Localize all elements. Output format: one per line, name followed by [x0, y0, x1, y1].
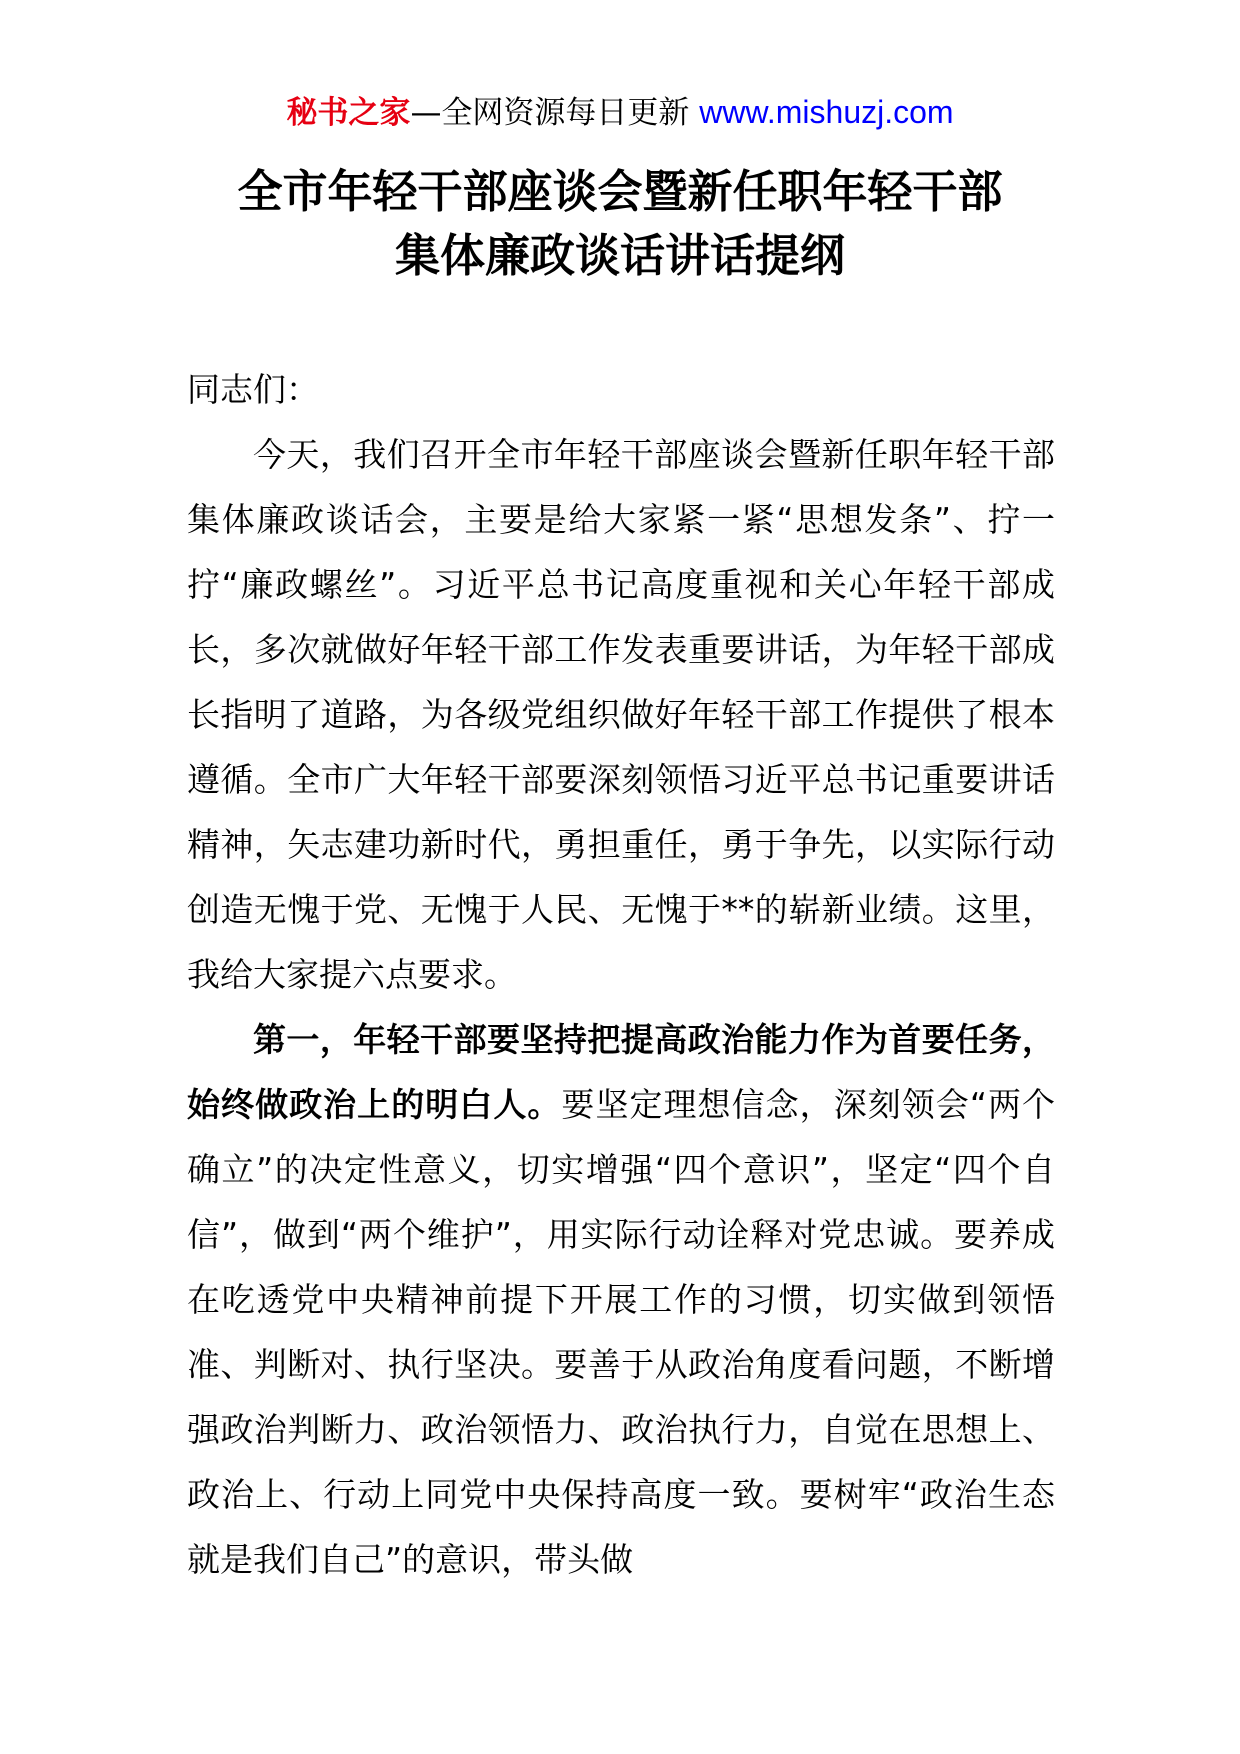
title-line-2: 集体廉政谈话讲话提纲: [394, 229, 845, 282]
title-line-1: 全市年轻干部座谈会暨新任职年轻干部: [237, 165, 1003, 218]
brand-name: 秘书之家: [286, 95, 411, 131]
salutation: 同志们：: [187, 370, 319, 409]
paragraph-intro: 今天，我们召开全市年轻干部座谈会暨新任职年轻干部集体廉政谈话会，主要是给大家紧一紧“思想发条”、拧一拧“廉政螺丝”。习近平总书记高度重视和关心年轻干部成长，多次就做好年轻干部工作发表重要讲话，为年轻干部成长指明了道路，为各级党组织做好年轻干部工作提供了根本遵循。全市广大年轻干部要深刻领悟习近平总书记重要讲话精神，矢志建功新时代，勇担重任，勇于争先，以实际行动创造无愧于党、无愧于人民、无愧于**的崭新业绩。这里，我给大家提六点要求。: [187, 435, 1055, 994]
site-url-link[interactable]: www.mishuzj.com: [699, 94, 954, 130]
site-header: [0, 88, 1240, 137]
paragraph-first-requirement: [187, 1007, 1055, 1592]
paragraph-lead: 第一，年轻干部要坚持把提高政治能力作为首要任务，始终做政治上的明白人。: [187, 1020, 1055, 1124]
paragraph-text: 要坚定理想信念，深刻领会“两个确立”的决定性意义，切实增强“四个意识”，坚定“四个自信”，做到“两个维护”，用实际行动诠释对党忠诚。要养成在吃透党中央精神前提下开展工作的习惯，切实做到领悟准、判断对、执行坚决。要善于从政治角度看问题，不断增强政治判断力、政治领悟力、政治执行力，自觉在思想上、政治上、行动上同党中央保持高度一致。要树牢“政治生态就是我们自己”的意识，带头做: [187, 1085, 1056, 1579]
document-body: [187, 357, 1055, 1592]
document-title: [0, 160, 1240, 288]
header-tagline: —全网资源每日更新: [410, 95, 700, 131]
